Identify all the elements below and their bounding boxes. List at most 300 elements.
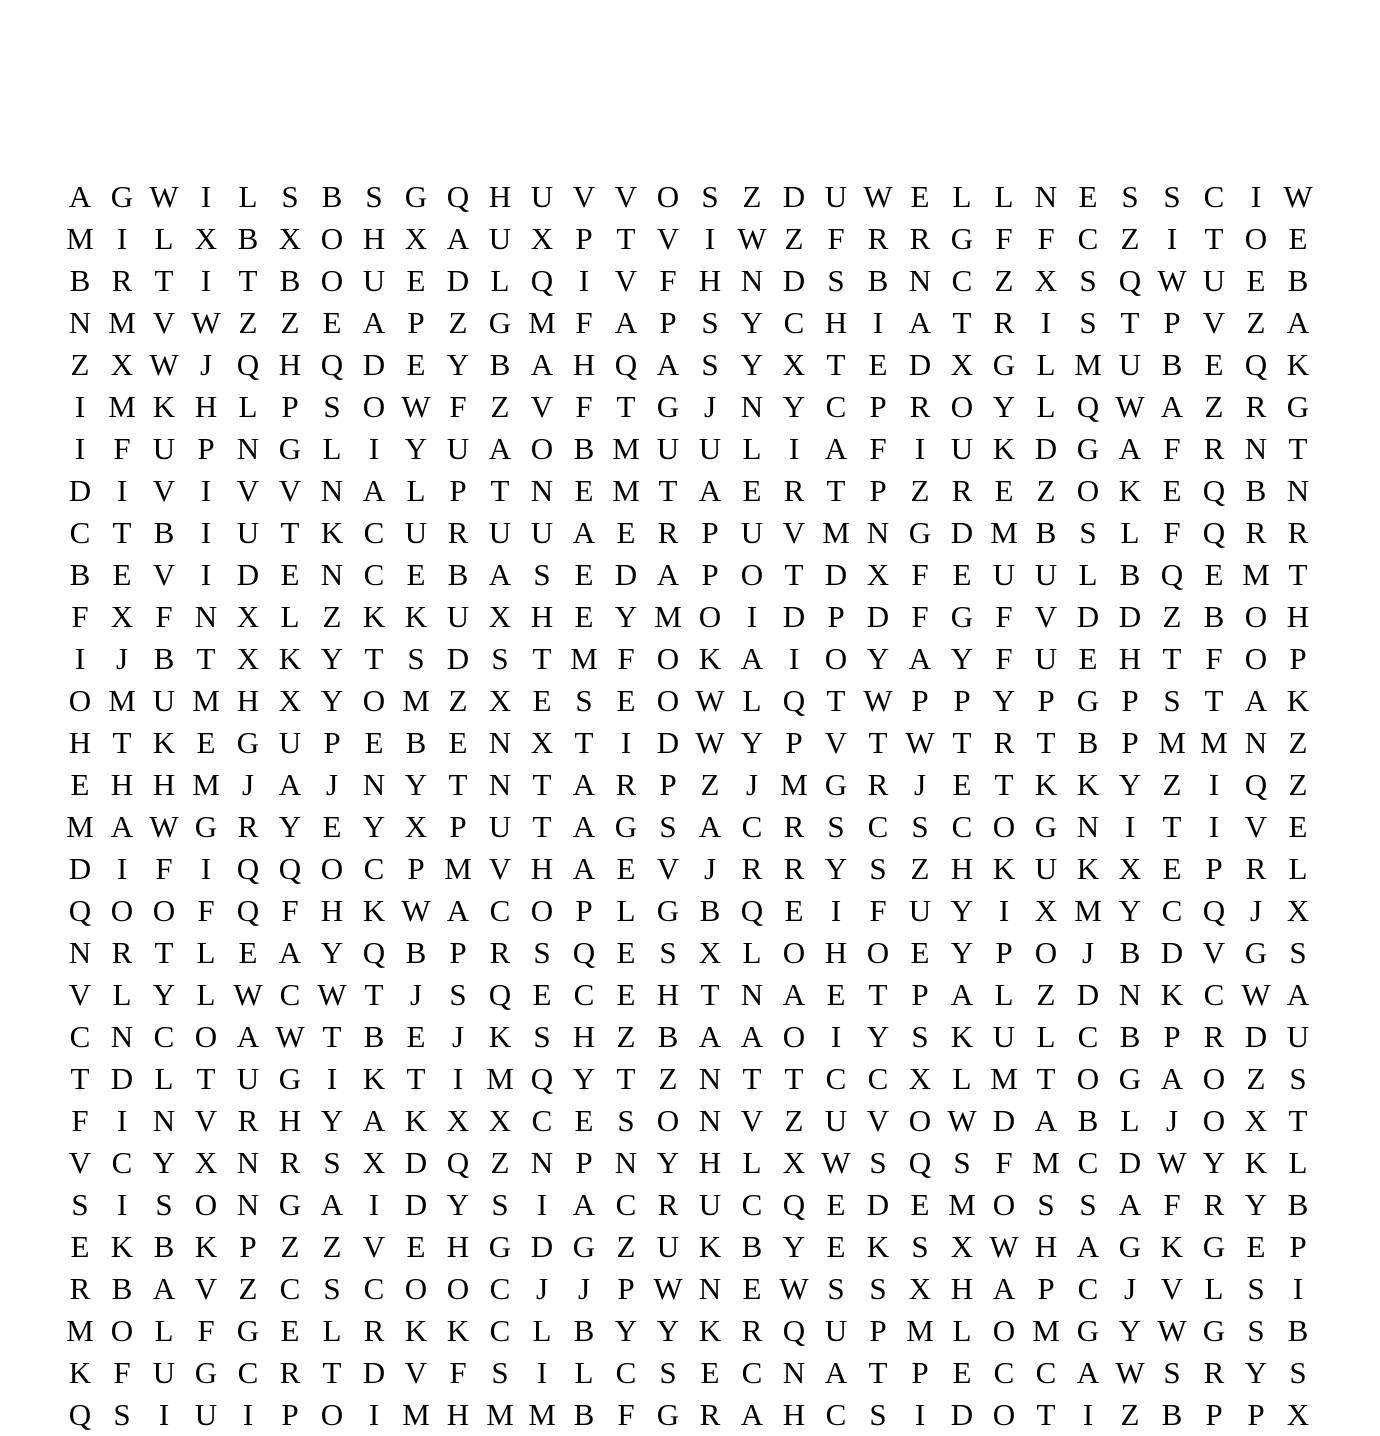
letter-cell[interactable]: P <box>449 935 467 970</box>
letter-cell[interactable]: P <box>785 725 803 760</box>
letter-cell[interactable]: A <box>278 767 302 802</box>
letter-cell[interactable]: K <box>698 1313 722 1348</box>
letter-cell[interactable]: A <box>824 1355 848 1390</box>
letter-cell[interactable]: Z <box>616 1229 636 1264</box>
letter-cell[interactable]: V <box>824 725 848 760</box>
letter-cell[interactable]: B <box>153 1229 175 1264</box>
letter-cell[interactable]: G <box>278 1061 302 1096</box>
letter-cell[interactable]: E <box>574 599 594 634</box>
letter-cell[interactable]: F <box>869 431 887 466</box>
letter-cell[interactable]: N <box>488 725 512 760</box>
letter-cell[interactable]: O <box>824 641 848 676</box>
letter-cell[interactable]: P <box>953 683 971 718</box>
letter-cell[interactable]: I <box>74 431 86 466</box>
letter-cell[interactable]: S <box>701 347 719 382</box>
letter-cell[interactable]: D <box>446 641 470 676</box>
letter-cell[interactable]: K <box>950 1019 974 1054</box>
letter-cell[interactable]: P <box>995 935 1013 970</box>
letter-cell[interactable]: P <box>197 431 215 466</box>
letter-cell[interactable]: I <box>74 641 86 676</box>
letter-cell[interactable]: T <box>532 641 552 676</box>
letter-cell[interactable]: M <box>1158 725 1186 760</box>
letter-cell[interactable]: K <box>1160 1229 1184 1264</box>
letter-cell[interactable]: W <box>737 221 767 256</box>
letter-cell[interactable]: K <box>152 389 176 424</box>
letter-cell[interactable]: G <box>404 179 428 214</box>
letter-cell[interactable]: O <box>68 683 92 718</box>
letter-cell[interactable]: C <box>951 809 973 844</box>
letter-cell[interactable]: A <box>446 221 470 256</box>
letter-cell[interactable]: H <box>950 851 974 886</box>
letter-cell[interactable]: Q <box>488 977 512 1012</box>
letter-cell[interactable]: V <box>572 179 596 214</box>
letter-cell[interactable]: O <box>194 1187 218 1222</box>
letter-cell[interactable]: Y <box>152 977 176 1012</box>
letter-cell[interactable]: L <box>154 221 174 256</box>
letter-cell[interactable]: E <box>1288 809 1308 844</box>
letter-cell[interactable]: S <box>701 305 719 340</box>
letter-cell[interactable]: X <box>446 1103 470 1138</box>
letter-cell[interactable]: L <box>280 599 300 634</box>
letter-cell[interactable]: C <box>363 557 385 592</box>
letter-cell[interactable]: L <box>322 1313 342 1348</box>
letter-cell[interactable]: E <box>826 977 846 1012</box>
letter-cell[interactable]: S <box>1247 1271 1265 1306</box>
letter-cell[interactable]: Q <box>782 1313 806 1348</box>
letter-cell[interactable]: G <box>1076 1313 1100 1348</box>
letter-cell[interactable]: Y <box>278 809 302 844</box>
letter-cell[interactable]: I <box>914 1397 926 1432</box>
letter-cell[interactable]: F <box>281 893 299 928</box>
letter-cell[interactable]: I <box>242 1397 254 1432</box>
letter-cell[interactable]: S <box>1163 683 1181 718</box>
letter-cell[interactable]: H <box>446 1229 470 1264</box>
letter-cell[interactable]: F <box>1163 431 1181 466</box>
letter-cell[interactable]: B <box>573 431 595 466</box>
letter-cell[interactable]: L <box>322 431 342 466</box>
letter-cell[interactable]: X <box>530 725 554 760</box>
letter-cell[interactable]: C <box>489 893 511 928</box>
letter-cell[interactable]: G <box>278 1187 302 1222</box>
letter-cell[interactable]: F <box>1163 1187 1181 1222</box>
letter-cell[interactable]: D <box>68 851 92 886</box>
letter-cell[interactable]: Q <box>782 683 806 718</box>
letter-cell[interactable]: W <box>149 347 179 382</box>
letter-cell[interactable]: N <box>740 263 764 298</box>
letter-cell[interactable]: M <box>66 221 94 256</box>
letter-cell[interactable]: V <box>236 473 260 508</box>
letter-cell[interactable]: T <box>196 641 216 676</box>
letter-cell[interactable]: X <box>1286 1397 1310 1432</box>
letter-cell[interactable]: L <box>1036 389 1056 424</box>
letter-cell[interactable]: K <box>152 725 176 760</box>
letter-cell[interactable]: Y <box>572 1061 596 1096</box>
letter-cell[interactable]: I <box>1124 809 1136 844</box>
letter-cell[interactable]: Q <box>1202 515 1226 550</box>
letter-cell[interactable]: M <box>990 515 1018 550</box>
letter-cell[interactable]: H <box>824 935 848 970</box>
letter-cell[interactable]: V <box>656 851 680 886</box>
letter-cell[interactable]: X <box>1244 1103 1268 1138</box>
letter-cell[interactable]: O <box>1244 221 1268 256</box>
letter-cell[interactable]: L <box>1288 851 1308 886</box>
letter-cell[interactable]: C <box>867 1061 889 1096</box>
letter-cell[interactable]: G <box>614 809 638 844</box>
letter-cell[interactable]: O <box>194 1019 218 1054</box>
letter-cell[interactable]: O <box>404 1271 428 1306</box>
letter-cell[interactable]: T <box>490 473 510 508</box>
letter-cell[interactable]: E <box>406 347 426 382</box>
letter-cell[interactable]: C <box>363 851 385 886</box>
letter-cell[interactable]: I <box>1208 809 1220 844</box>
letter-cell[interactable]: V <box>1034 599 1058 634</box>
letter-cell[interactable]: D <box>950 1397 974 1432</box>
letter-cell[interactable]: Q <box>236 347 260 382</box>
letter-cell[interactable]: U <box>152 683 176 718</box>
letter-cell[interactable]: E <box>826 1187 846 1222</box>
letter-cell[interactable]: F <box>449 1355 467 1390</box>
letter-cell[interactable]: W <box>275 1019 305 1054</box>
letter-cell[interactable]: P <box>659 767 677 802</box>
letter-cell[interactable]: Z <box>1120 1397 1140 1432</box>
letter-cell[interactable]: X <box>782 1145 806 1180</box>
letter-cell[interactable]: M <box>780 767 808 802</box>
letter-cell[interactable]: D <box>1076 599 1100 634</box>
letter-cell[interactable]: S <box>869 851 887 886</box>
letter-cell[interactable]: P <box>575 893 593 928</box>
letter-cell[interactable]: V <box>1244 809 1268 844</box>
letter-cell[interactable]: P <box>1205 1397 1223 1432</box>
letter-cell[interactable]: G <box>1076 431 1100 466</box>
letter-cell[interactable]: Z <box>616 1019 636 1054</box>
letter-cell[interactable]: C <box>1077 1019 1099 1054</box>
letter-cell[interactable]: K <box>992 431 1016 466</box>
letter-cell[interactable]: X <box>1286 893 1310 928</box>
letter-cell[interactable]: N <box>740 389 764 424</box>
letter-cell[interactable]: G <box>488 1229 512 1264</box>
letter-cell[interactable]: Q <box>1202 893 1226 928</box>
letter-cell[interactable]: D <box>1118 599 1142 634</box>
letter-cell[interactable]: N <box>236 1145 260 1180</box>
letter-cell[interactable]: Y <box>1118 767 1142 802</box>
letter-cell[interactable]: H <box>572 1019 596 1054</box>
letter-cell[interactable]: P <box>1037 683 1055 718</box>
letter-cell[interactable]: Q <box>68 1397 92 1432</box>
letter-cell[interactable]: N <box>782 1355 806 1390</box>
letter-cell[interactable]: I <box>872 305 884 340</box>
letter-cell[interactable]: Q <box>1244 347 1268 382</box>
letter-cell[interactable]: K <box>1034 767 1058 802</box>
letter-cell[interactable]: N <box>530 1145 554 1180</box>
letter-cell[interactable]: A <box>740 1397 764 1432</box>
letter-cell[interactable]: A <box>152 1271 176 1306</box>
letter-cell[interactable]: I <box>116 1187 128 1222</box>
letter-cell[interactable]: E <box>994 473 1014 508</box>
letter-cell[interactable]: W <box>1283 179 1313 214</box>
letter-cell[interactable]: A <box>362 305 386 340</box>
letter-cell[interactable]: W <box>905 725 935 760</box>
letter-cell[interactable]: Y <box>824 851 848 886</box>
letter-cell[interactable]: A <box>1160 1061 1184 1096</box>
letter-cell[interactable]: Z <box>1204 389 1224 424</box>
letter-cell[interactable]: L <box>1036 347 1056 382</box>
letter-cell[interactable]: I <box>116 1103 128 1138</box>
letter-cell[interactable]: N <box>1118 977 1142 1012</box>
letter-cell[interactable]: O <box>992 1313 1016 1348</box>
letter-cell[interactable]: Y <box>1118 893 1142 928</box>
letter-cell[interactable]: H <box>824 305 848 340</box>
letter-cell[interactable]: X <box>908 1061 932 1096</box>
letter-cell[interactable]: R <box>1203 1355 1225 1390</box>
letter-cell[interactable]: E <box>406 557 426 592</box>
letter-cell[interactable]: T <box>1204 221 1224 256</box>
letter-cell[interactable]: C <box>69 515 91 550</box>
letter-cell[interactable]: N <box>698 1061 722 1096</box>
letter-cell[interactable]: E <box>1078 179 1098 214</box>
letter-cell[interactable]: B <box>1161 1397 1183 1432</box>
letter-cell[interactable]: M <box>1032 1145 1060 1180</box>
letter-cell[interactable]: Y <box>446 1187 470 1222</box>
letter-cell[interactable]: O <box>110 893 134 928</box>
letter-cell[interactable]: R <box>363 1313 385 1348</box>
letter-cell[interactable]: H <box>572 347 596 382</box>
letter-cell[interactable]: W <box>653 1271 683 1306</box>
letter-cell[interactable]: C <box>741 1355 763 1390</box>
letter-cell[interactable]: B <box>1119 557 1141 592</box>
letter-cell[interactable]: T <box>616 389 636 424</box>
letter-cell[interactable]: V <box>866 1103 890 1138</box>
letter-cell[interactable]: A <box>488 431 512 466</box>
letter-cell[interactable]: Q <box>530 263 554 298</box>
letter-cell[interactable]: P <box>1247 1397 1265 1432</box>
letter-cell[interactable]: T <box>1036 1397 1056 1432</box>
letter-cell[interactable]: X <box>866 557 890 592</box>
letter-cell[interactable]: H <box>362 221 386 256</box>
letter-cell[interactable]: Y <box>656 1313 680 1348</box>
letter-cell[interactable]: B <box>699 893 721 928</box>
letter-cell[interactable]: E <box>238 935 258 970</box>
letter-cell[interactable]: Z <box>238 305 258 340</box>
letter-cell[interactable]: U <box>1034 641 1058 676</box>
letter-cell[interactable]: L <box>238 179 258 214</box>
letter-cell[interactable]: N <box>614 1145 638 1180</box>
letter-cell[interactable]: L <box>1204 1271 1224 1306</box>
letter-cell[interactable]: B <box>1287 1313 1309 1348</box>
letter-cell[interactable]: T <box>616 221 636 256</box>
letter-cell[interactable]: U <box>278 725 302 760</box>
letter-cell[interactable]: I <box>368 431 380 466</box>
letter-cell[interactable]: Z <box>1246 305 1266 340</box>
letter-cell[interactable]: Q <box>1202 473 1226 508</box>
letter-cell[interactable]: D <box>614 557 638 592</box>
letter-cell[interactable]: E <box>406 1019 426 1054</box>
letter-cell[interactable]: X <box>110 347 134 382</box>
letter-cell[interactable]: T <box>1288 431 1308 466</box>
letter-cell[interactable]: S <box>491 1355 509 1390</box>
letter-cell[interactable]: S <box>533 557 551 592</box>
letter-cell[interactable]: D <box>404 1145 428 1180</box>
letter-cell[interactable]: E <box>280 1313 300 1348</box>
letter-cell[interactable]: O <box>992 1397 1016 1432</box>
letter-cell[interactable]: K <box>446 1313 470 1348</box>
letter-cell[interactable]: V <box>488 851 512 886</box>
letter-cell[interactable]: F <box>995 599 1013 634</box>
letter-cell[interactable]: S <box>491 1187 509 1222</box>
letter-cell[interactable]: S <box>281 179 299 214</box>
letter-cell[interactable]: J <box>199 347 213 382</box>
letter-cell[interactable]: H <box>236 683 260 718</box>
letter-cell[interactable]: S <box>1289 935 1307 970</box>
letter-cell[interactable]: N <box>908 263 932 298</box>
letter-cell[interactable]: T <box>1162 809 1182 844</box>
letter-cell[interactable]: J <box>325 767 339 802</box>
letter-cell[interactable]: T <box>826 683 846 718</box>
letter-cell[interactable]: E <box>322 809 342 844</box>
letter-cell[interactable]: H <box>1286 599 1310 634</box>
letter-cell[interactable]: V <box>1202 305 1226 340</box>
letter-cell[interactable]: S <box>659 809 677 844</box>
letter-cell[interactable]: R <box>279 1355 301 1390</box>
letter-cell[interactable]: H <box>152 767 176 802</box>
letter-cell[interactable]: G <box>194 809 218 844</box>
letter-cell[interactable]: W <box>401 893 431 928</box>
letter-cell[interactable]: F <box>1037 221 1055 256</box>
letter-cell[interactable]: C <box>741 809 763 844</box>
letter-cell[interactable]: O <box>320 851 344 886</box>
letter-cell[interactable]: D <box>824 557 848 592</box>
letter-cell[interactable]: T <box>784 1061 804 1096</box>
letter-cell[interactable]: T <box>196 1061 216 1096</box>
letter-cell[interactable]: M <box>906 1313 934 1348</box>
letter-cell[interactable]: W <box>863 179 893 214</box>
letter-cell[interactable]: L <box>616 893 636 928</box>
letter-cell[interactable]: O <box>656 179 680 214</box>
letter-cell[interactable]: S <box>365 179 383 214</box>
letter-cell[interactable]: F <box>155 851 173 886</box>
letter-cell[interactable]: F <box>995 221 1013 256</box>
letter-cell[interactable]: W <box>779 1271 809 1306</box>
letter-cell[interactable]: B <box>1077 1103 1099 1138</box>
letter-cell[interactable]: S <box>869 1145 887 1180</box>
letter-cell[interactable]: A <box>614 305 638 340</box>
letter-cell[interactable]: M <box>1032 1313 1060 1348</box>
letter-cell[interactable]: O <box>1076 1061 1100 1096</box>
letter-cell[interactable]: Y <box>362 809 386 844</box>
letter-cell[interactable]: Q <box>320 347 344 382</box>
letter-cell[interactable]: G <box>572 1229 596 1264</box>
letter-cell[interactable]: W <box>233 977 263 1012</box>
letter-cell[interactable]: B <box>69 263 91 298</box>
letter-cell[interactable]: C <box>279 977 301 1012</box>
letter-cell[interactable]: S <box>113 1397 131 1432</box>
letter-cell[interactable]: X <box>362 1145 386 1180</box>
letter-cell[interactable]: L <box>238 389 258 424</box>
letter-cell[interactable]: O <box>1034 935 1058 970</box>
letter-cell[interactable]: D <box>992 1103 1016 1138</box>
letter-cell[interactable]: E <box>280 557 300 592</box>
letter-cell[interactable]: U <box>656 431 680 466</box>
letter-cell[interactable]: Z <box>448 683 468 718</box>
letter-cell[interactable]: T <box>574 725 594 760</box>
letter-cell[interactable]: D <box>866 1187 890 1222</box>
letter-cell[interactable]: K <box>1286 683 1310 718</box>
letter-cell[interactable]: I <box>116 851 128 886</box>
letter-cell[interactable]: D <box>110 1061 134 1096</box>
letter-cell[interactable]: I <box>1082 1397 1094 1432</box>
letter-cell[interactable]: G <box>236 725 260 760</box>
letter-cell[interactable]: U <box>950 431 974 466</box>
letter-cell[interactable]: L <box>994 179 1014 214</box>
letter-cell[interactable]: C <box>489 1271 511 1306</box>
letter-cell[interactable]: R <box>909 221 931 256</box>
letter-cell[interactable]: Q <box>782 1187 806 1222</box>
letter-cell[interactable]: R <box>867 221 889 256</box>
letter-cell[interactable]: M <box>822 515 850 550</box>
letter-cell[interactable]: K <box>110 1229 134 1264</box>
letter-cell[interactable]: U <box>488 221 512 256</box>
letter-cell[interactable]: A <box>1244 683 1268 718</box>
letter-cell[interactable]: J <box>703 389 717 424</box>
letter-cell[interactable]: U <box>1034 851 1058 886</box>
letter-cell[interactable]: E <box>448 725 468 760</box>
letter-cell[interactable]: N <box>1076 809 1100 844</box>
letter-cell[interactable]: F <box>197 893 215 928</box>
letter-cell[interactable]: F <box>575 389 593 424</box>
letter-cell[interactable]: Z <box>280 305 300 340</box>
letter-cell[interactable]: Z <box>784 1103 804 1138</box>
letter-cell[interactable]: S <box>1079 1187 1097 1222</box>
letter-cell[interactable]: P <box>869 1313 887 1348</box>
letter-cell[interactable]: N <box>530 473 554 508</box>
letter-cell[interactable]: E <box>532 977 552 1012</box>
letter-cell[interactable]: V <box>68 1145 92 1180</box>
letter-cell[interactable]: V <box>152 557 176 592</box>
letter-cell[interactable]: I <box>368 1397 380 1432</box>
letter-cell[interactable]: T <box>826 347 846 382</box>
letter-cell[interactable]: Z <box>658 1061 678 1096</box>
letter-cell[interactable]: E <box>616 515 636 550</box>
letter-cell[interactable]: P <box>1289 641 1307 676</box>
letter-cell[interactable]: X <box>782 347 806 382</box>
letter-cell[interactable]: O <box>446 1271 470 1306</box>
letter-cell[interactable]: D <box>530 1229 554 1264</box>
letter-cell[interactable]: D <box>446 263 470 298</box>
letter-cell[interactable]: Q <box>362 935 386 970</box>
letter-cell[interactable]: C <box>1035 1355 1057 1390</box>
letter-cell[interactable]: M <box>108 305 136 340</box>
letter-cell[interactable]: Z <box>1036 977 1056 1012</box>
letter-cell[interactable]: I <box>536 1355 548 1390</box>
letter-cell[interactable]: Y <box>1244 1355 1268 1390</box>
letter-cell[interactable]: R <box>783 473 805 508</box>
letter-cell[interactable]: O <box>1202 1061 1226 1096</box>
letter-cell[interactable]: K <box>194 1229 218 1264</box>
letter-cell[interactable]: T <box>616 1061 636 1096</box>
letter-cell[interactable]: O <box>740 557 764 592</box>
letter-cell[interactable]: S <box>869 1271 887 1306</box>
letter-cell[interactable]: P <box>617 1271 635 1306</box>
letter-cell[interactable]: F <box>617 641 635 676</box>
letter-cell[interactable]: E <box>700 1355 720 1390</box>
letter-cell[interactable]: T <box>364 641 384 676</box>
letter-cell[interactable]: A <box>698 809 722 844</box>
letter-cell[interactable]: F <box>575 305 593 340</box>
letter-cell[interactable]: D <box>782 599 806 634</box>
letter-cell[interactable]: A <box>68 179 92 214</box>
letter-cell[interactable]: A <box>110 809 134 844</box>
letter-cell[interactable]: K <box>1286 347 1310 382</box>
letter-cell[interactable]: F <box>113 431 131 466</box>
